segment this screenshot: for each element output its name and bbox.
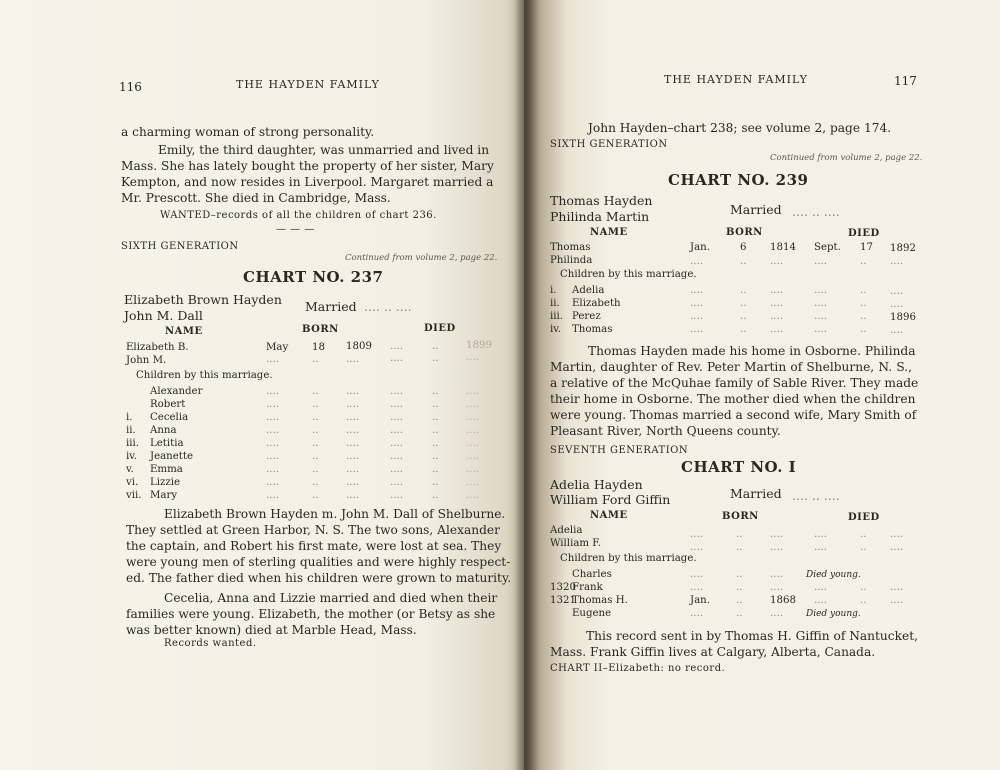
child-chart-ref: 1320 <box>550 582 576 593</box>
born-year: .... <box>346 425 359 436</box>
child-name: Emma <box>150 464 183 475</box>
born-month: .... <box>266 464 279 475</box>
born-month: May <box>266 342 289 353</box>
married-date: .... .. .... <box>792 488 840 503</box>
born-year: .... <box>770 542 783 553</box>
born-day: .. <box>312 451 319 462</box>
parent-name: John M. <box>126 355 167 366</box>
born-year: 1868 <box>770 595 796 606</box>
married-label: Married <box>305 299 357 314</box>
died-year: .... <box>466 386 479 397</box>
died-year: .... <box>466 352 479 363</box>
born-month: .... <box>266 477 279 488</box>
born-month: Jan. <box>690 242 710 253</box>
died-day: .. <box>860 324 867 335</box>
died-day: .. <box>860 542 867 553</box>
born-day: .. <box>312 477 319 488</box>
running-head: THE HAYDEN FAMILY <box>664 73 808 86</box>
died-day: .. <box>432 399 439 410</box>
narrative-line: a relative of the McQuhae family of Sable River. They made <box>550 376 919 390</box>
born-day: .. <box>736 529 743 540</box>
born-day: .. <box>740 311 747 322</box>
died-month: Sept. <box>814 242 841 253</box>
child-name: Lizzie <box>150 477 181 488</box>
child-name: Thomas H. <box>572 595 628 606</box>
narrative-line: their home in Osborne. The mother died when the children <box>550 392 916 406</box>
wanted-note: WANTED–records of all the children of chart 236. <box>160 210 437 221</box>
child-name: Letitia <box>150 438 184 449</box>
couple-name: Philinda Martin <box>550 209 650 224</box>
died-day: .. <box>860 285 867 296</box>
died-month: .... <box>390 399 403 410</box>
parent-name: Thomas <box>550 242 591 253</box>
narrative-line: ed. The father died when his children were grown to maturity. <box>126 571 512 585</box>
born-day: .. <box>736 582 743 593</box>
chart-title: CHART NO. I <box>681 458 797 476</box>
born-year: .... <box>770 582 783 593</box>
died-day: .. <box>432 464 439 475</box>
generation-label: SIXTH GENERATION <box>121 241 239 252</box>
born-year: .... <box>770 569 783 580</box>
died-year: .... <box>466 490 479 501</box>
column-header-name: NAME <box>590 510 628 521</box>
generation-label: SIXTH GENERATION <box>550 139 668 150</box>
intro-line: Kempton, and now resides in Liverpool. Margaret married a <box>121 175 494 189</box>
column-header-died: DIED <box>424 323 456 334</box>
born-month: .... <box>690 256 703 267</box>
died-month: .... <box>390 425 403 436</box>
died-note: Died young. <box>806 609 861 619</box>
born-day: .. <box>740 324 747 335</box>
born-year: .... <box>770 324 783 335</box>
died-month: .... <box>390 341 403 352</box>
intro-line: a charming woman of strong personality. <box>121 125 375 139</box>
narrative-line: was better known) died at Marble Head, Mass. <box>126 623 417 637</box>
narrative-line: This record sent in by Thomas H. Giffin of Nantucket, <box>586 629 918 643</box>
child-name: Alexander <box>150 386 203 397</box>
born-month: .... <box>690 582 703 593</box>
child-name: Charles <box>572 569 612 580</box>
born-year: .... <box>770 256 783 267</box>
born-year: .... <box>346 354 359 365</box>
died-day: .. <box>860 582 867 593</box>
born-day: .. <box>736 542 743 553</box>
born-day: .. <box>736 595 743 606</box>
born-year: 1814 <box>770 242 796 253</box>
born-year: .... <box>770 298 783 309</box>
page-number: 117 <box>894 74 917 88</box>
born-year: .... <box>346 477 359 488</box>
born-month: .... <box>266 451 279 462</box>
child-numeral: iv. <box>126 451 138 462</box>
died-day: .. <box>432 341 439 352</box>
couple-name: William Ford Giffin <box>550 492 671 507</box>
born-day: .. <box>312 490 319 501</box>
born-day: .. <box>740 285 747 296</box>
died-month: .... <box>814 542 827 553</box>
narrative-line: the captain, and Robert his first mate, were lost at sea. They <box>126 539 502 553</box>
born-month: .... <box>266 386 279 397</box>
child-chart-ref: 1321 <box>550 595 576 606</box>
child-numeral: v. <box>126 464 134 475</box>
book-gutter <box>514 0 538 770</box>
died-year: .... <box>890 582 903 593</box>
born-day: .. <box>312 412 319 423</box>
children-label: Children by this marriage. <box>560 553 697 564</box>
continued-note: Continued from volume 2, page 22. <box>770 153 923 163</box>
narrative-line: They settled at Green Harbor, N. S. The two sons, Alexander <box>126 523 500 537</box>
died-day: .. <box>860 595 867 606</box>
child-name: Cecelia <box>150 412 189 423</box>
born-year: .... <box>770 608 783 619</box>
born-month: .... <box>266 354 279 365</box>
died-month: .... <box>814 529 827 540</box>
child-numeral: ii. <box>126 425 136 436</box>
died-day: .. <box>432 353 439 364</box>
narrative-line: families were young. Elizabeth, the mother (or Betsy as she <box>126 607 496 621</box>
died-day: .. <box>432 451 439 462</box>
died-month: .... <box>814 582 827 593</box>
intro-line: Mr. Prescott. She died in Cambridge, Mass. <box>121 191 391 205</box>
child-numeral: vii. <box>126 490 142 501</box>
born-month: Jan. <box>690 595 710 606</box>
born-year: .... <box>770 285 783 296</box>
died-month: .... <box>814 595 827 606</box>
born-month: .... <box>690 569 703 580</box>
born-day: .. <box>740 298 747 309</box>
died-year: .... <box>890 299 903 310</box>
born-month: .... <box>266 399 279 410</box>
born-month: .... <box>690 529 703 540</box>
died-day: .. <box>432 477 439 488</box>
born-month: .... <box>690 298 703 309</box>
died-year: .... <box>890 542 903 553</box>
born-month: .... <box>690 285 703 296</box>
died-day: .. <box>432 412 439 423</box>
narrative-line: Elizabeth Brown Hayden m. John M. Dall of Shelburne. <box>164 507 506 521</box>
child-numeral: iii. <box>550 311 564 322</box>
column-header-born: BORN <box>302 324 339 335</box>
born-year: .... <box>346 386 359 397</box>
died-day: .. <box>432 386 439 397</box>
couple-name: John M. Dall <box>124 308 203 323</box>
born-month: .... <box>266 425 279 436</box>
dash-separator: — — — <box>276 224 315 235</box>
narrative-line: Thomas Hayden made his home in Osborne. Philinda <box>588 344 916 358</box>
died-month: .... <box>390 438 403 449</box>
narrative-line: Martin, daughter of Rev. Peter Martin of Shelburne, N. S., <box>550 360 912 374</box>
born-year: .... <box>346 464 359 475</box>
born-year: .... <box>346 438 359 449</box>
born-month: .... <box>690 608 703 619</box>
died-year: .... <box>890 325 903 336</box>
died-year: .... <box>890 256 903 267</box>
child-name: Frank <box>572 582 603 593</box>
running-head: THE HAYDEN FAMILY <box>236 78 380 91</box>
parent-name: Elizabeth B. <box>126 342 189 353</box>
died-year: 1896 <box>890 312 916 323</box>
born-day: .. <box>312 386 319 397</box>
child-name: Robert <box>150 399 186 410</box>
born-year: .... <box>770 311 783 322</box>
died-day: .. <box>860 529 867 540</box>
born-day: .. <box>312 354 319 365</box>
died-month: .... <box>814 298 827 309</box>
parent-name: Philinda <box>550 255 593 266</box>
children-label: Children by this marriage. <box>136 370 273 381</box>
child-name: Anna <box>150 425 177 436</box>
died-year: .... <box>466 438 479 449</box>
died-year: .... <box>890 529 903 540</box>
born-year: .... <box>346 412 359 423</box>
parent-name: William F. <box>550 538 602 549</box>
died-day: .. <box>432 438 439 449</box>
died-year: .... <box>466 477 479 488</box>
died-day: .. <box>432 425 439 436</box>
child-name: Jeanette <box>150 451 193 462</box>
died-day: .. <box>860 311 867 322</box>
born-year: .... <box>346 451 359 462</box>
child-numeral: i. <box>550 285 557 296</box>
narrative-line: Pleasant River, North Queens county. <box>550 424 781 438</box>
born-day: .. <box>312 399 319 410</box>
child-name: Perez <box>572 311 601 322</box>
records-wanted: Records wanted. <box>164 638 257 649</box>
child-numeral: iii. <box>126 438 140 449</box>
child-name: Thomas <box>572 324 613 335</box>
continued-note: Continued from volume 2, page 22. <box>345 253 498 263</box>
born-month: .... <box>690 542 703 553</box>
born-month: .... <box>266 438 279 449</box>
died-day: .. <box>860 298 867 309</box>
died-year: 1899 <box>466 340 492 351</box>
died-month: .... <box>814 311 827 322</box>
couple-name: Adelia Hayden <box>550 477 643 492</box>
born-day: .. <box>736 608 743 619</box>
died-year: .... <box>890 595 903 606</box>
children-label: Children by this marriage. <box>560 269 697 280</box>
died-day: .. <box>860 256 867 267</box>
born-month: .... <box>690 311 703 322</box>
child-numeral: ii. <box>550 298 560 309</box>
column-header-born: BORN <box>726 227 763 238</box>
died-year: .... <box>466 451 479 462</box>
column-header-died: DIED <box>848 228 880 239</box>
died-year: .... <box>890 286 903 297</box>
died-month: .... <box>390 464 403 475</box>
page-number: 116 <box>119 80 142 94</box>
born-year: .... <box>346 399 359 410</box>
column-header-died: DIED <box>848 512 880 523</box>
child-name: Adelia <box>572 285 605 296</box>
died-month: .... <box>814 285 827 296</box>
married-label: Married <box>730 486 782 501</box>
child-numeral: i. <box>126 412 133 423</box>
chart-title: CHART NO. 237 <box>243 268 384 286</box>
child-name: Elizabeth <box>572 298 621 309</box>
born-day: 6 <box>740 242 747 253</box>
generation-label: SEVENTH GENERATION <box>550 445 689 456</box>
child-numeral: vi. <box>126 477 139 488</box>
chart-title: CHART NO. 239 <box>668 171 809 189</box>
died-year: 1892 <box>890 243 916 254</box>
narrative-line: Cecelia, Anna and Lizzie married and died when their <box>164 591 498 605</box>
parent-name: Adelia <box>550 525 583 536</box>
died-month: .... <box>390 412 403 423</box>
died-month: .... <box>814 256 827 267</box>
narrative-line: were young. Thomas married a second wife, Mary Smith of <box>550 408 917 422</box>
died-day: 17 <box>860 242 873 253</box>
died-month: .... <box>390 451 403 462</box>
married-date: .... .. .... <box>792 204 840 219</box>
intro-line: Mass. She has lately bought the property of her sister, Mary <box>121 159 494 173</box>
died-month: .... <box>814 324 827 335</box>
died-year: .... <box>466 425 479 436</box>
born-month: .... <box>266 412 279 423</box>
born-year: .... <box>346 490 359 501</box>
born-year: 1809 <box>346 341 372 352</box>
died-month: .... <box>390 386 403 397</box>
narrative-line: Mass. Frank Giffin lives at Calgary, Alberta, Canada. <box>550 645 876 659</box>
died-day: .. <box>432 490 439 501</box>
died-year: .... <box>466 464 479 475</box>
born-month: .... <box>690 324 703 335</box>
born-day: .. <box>736 569 743 580</box>
died-month: .... <box>390 353 403 364</box>
born-day: .. <box>312 438 319 449</box>
born-day: .. <box>740 256 747 267</box>
couple-name: Thomas Hayden <box>550 193 653 208</box>
born-day: .. <box>312 425 319 436</box>
died-month: .... <box>390 490 403 501</box>
born-year: .... <box>770 529 783 540</box>
married-label: Married <box>730 202 782 217</box>
born-day: 18 <box>312 342 325 353</box>
reference-line: John Hayden–chart 238; see volume 2, page 174. <box>588 121 892 135</box>
born-day: .. <box>312 464 319 475</box>
child-name: Eugene <box>572 608 612 619</box>
narrative-line: were young men of sterling qualities and were highly respect- <box>126 555 511 569</box>
intro-line: Emily, the third daughter, was unmarried and lived in <box>158 143 490 157</box>
right-page <box>524 0 1000 770</box>
child-numeral: iv. <box>550 324 562 335</box>
married-date: .... .. .... <box>364 299 412 314</box>
footer-note: CHART II–Elizabeth: no record. <box>550 663 726 674</box>
died-year: .... <box>466 412 479 423</box>
died-month: .... <box>390 477 403 488</box>
couple-name: Elizabeth Brown Hayden <box>124 292 282 307</box>
column-header-born: BORN <box>722 511 759 522</box>
born-month: .... <box>266 490 279 501</box>
died-note: Died young. <box>806 570 861 580</box>
column-header-name: NAME <box>165 326 203 337</box>
column-header-name: NAME <box>590 227 628 238</box>
child-name: Mary <box>150 490 178 501</box>
died-year: .... <box>466 399 479 410</box>
